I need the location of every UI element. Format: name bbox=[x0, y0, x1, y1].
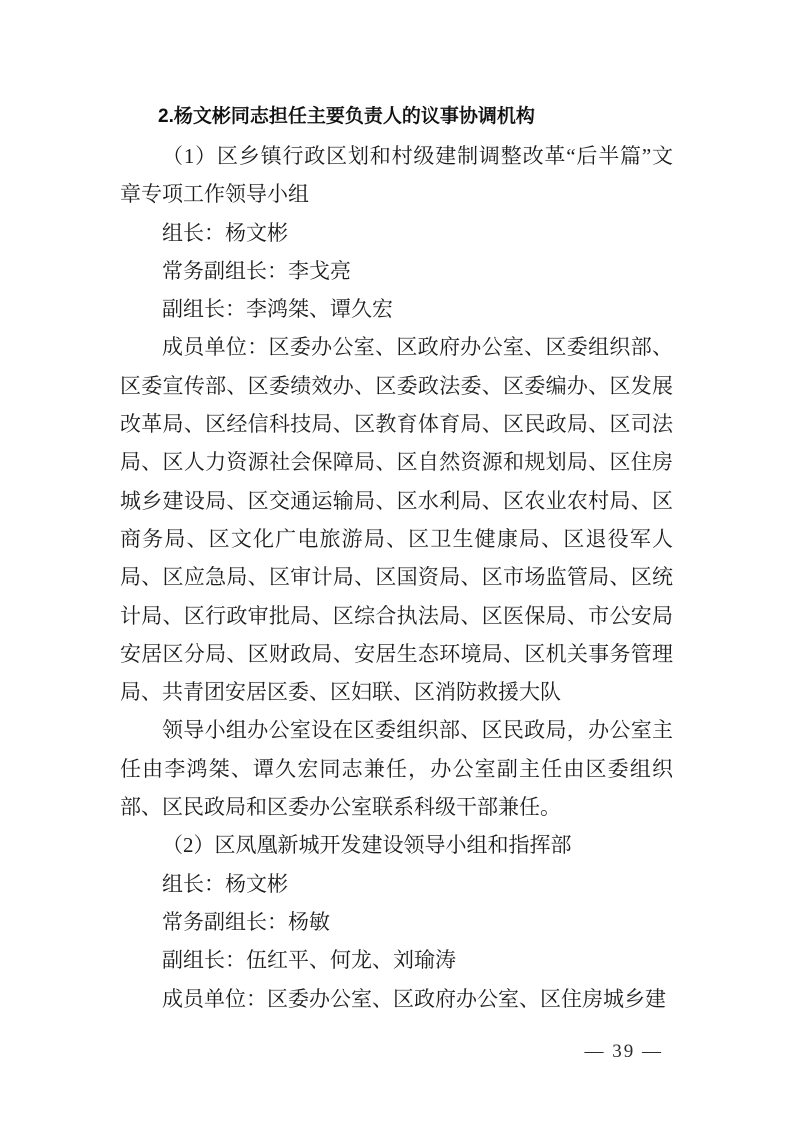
section-heading: 2.杨文彬同志担任主要负责人的议事协调机构 bbox=[158, 106, 535, 127]
subsection-1-line-office-note: 领导小组办公室设在区委组织部、区民政局，办公室主任由李鸿桀、谭久宏同志兼任，办公室副主任由区委组织部、区民政局和区委办公室联系科级干部兼任。 bbox=[120, 718, 673, 820]
subsection-1-line-member-units: 成员单位：区委办公室、区政府办公室、区委组织部、区委宣传部、区委绩效办、区委政法委、区委编办、区发展改革局、区经信科技局、区教育体育局、区民政局、区司法局、区人力资源社会保障局、区自然资源和规划局、区住房城乡建设局、区交通运输局、区水利局、区农业农村局、区商务局、区文化广电旅游局、区卫生健康局、区退役军人局、区应急局、区审计局、区国资局、区市场监管局、区统计局、区行政审批局、区综合执法局、区医保局、市公安局安居区分局、区财政局、安居生态环境局、区机关事务管理局、共青团安居区委、区妇联、区消防救援大队 bbox=[120, 335, 673, 705]
subsection-1-line-deputy-leaders: 副组长：李鸿桀、谭久宏 bbox=[162, 297, 393, 322]
subsection-2-line-executive-deputy-leader: 常务副组长：杨敏 bbox=[162, 909, 330, 934]
subsection-2-title: （2）区凤凰新城开发建设领导小组和指挥部 bbox=[162, 833, 572, 858]
document-content bbox=[120, 97, 673, 1018]
subsection-2-line-deputy-leaders: 副组长：伍红平、何龙、刘瑜涛 bbox=[162, 948, 456, 973]
page-number: — 39 — bbox=[584, 1041, 663, 1062]
subsection-2-line-group-leader: 组长：杨文彬 bbox=[162, 871, 288, 896]
subsection-1-title: （1）区乡镇行政区划和村级建制调整改革“后半篇”文章专项工作领导小组 bbox=[120, 144, 673, 207]
subsection-2-line-member-units-truncated: 成员单位：区委办公室、区政府办公室、区住房城乡建 bbox=[162, 986, 666, 1011]
subsection-1-line-group-leader: 组长：杨文彬 bbox=[162, 220, 288, 245]
subsection-1-line-executive-deputy-leader: 常务副组长：李戈亮 bbox=[162, 258, 351, 283]
